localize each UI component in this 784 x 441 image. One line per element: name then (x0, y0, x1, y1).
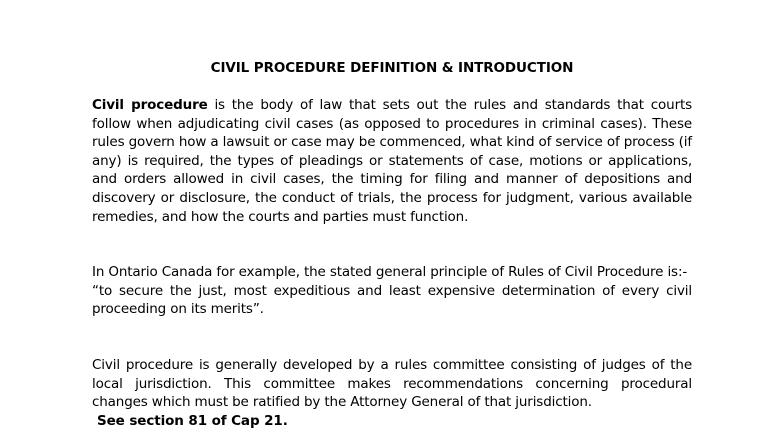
section-reference: See section 81 of Cap 21. (97, 413, 288, 429)
ontario-principle-paragraph (92, 263, 692, 319)
definition-text: is the body of law that sets out the rules and standards that courts follow when adjudicating civil cases (as opposed to procedures in criminal cases). These rules govern how a lawsuit or case may be commenced, what kind of service of process (if any) is required, the types of pleadings or statements of case, motions or applications, and orders allowed in civil cases, the timing for filing and manner of depositions and discovery or disclosure, the conduct of trials, the process for judgment, various available remedies, and how the courts and parties must function. (92, 97, 692, 225)
ontario-intro-text: In Ontario Canada for example, the stated general principle of Rules of Civil Procedure is:- (92, 264, 688, 280)
definition-paragraph (92, 96, 692, 226)
rules-committee-paragraph: Civil procedure is generally developed by a rules committee consisting of judges of the local jurisdiction. This committee makes recommendations concerning procedural changes which must be ratified by the Attorney General of that jurisdiction. (92, 357, 692, 411)
ontario-quote-text: “to secure the just, most expeditious and least expensive determination of every civil proceeding on its merits”. (92, 282, 692, 318)
defined-term: Civil procedure (92, 97, 208, 113)
document-title: CIVIL PROCEDURE DEFINITION & INTRODUCTION (210, 60, 574, 76)
